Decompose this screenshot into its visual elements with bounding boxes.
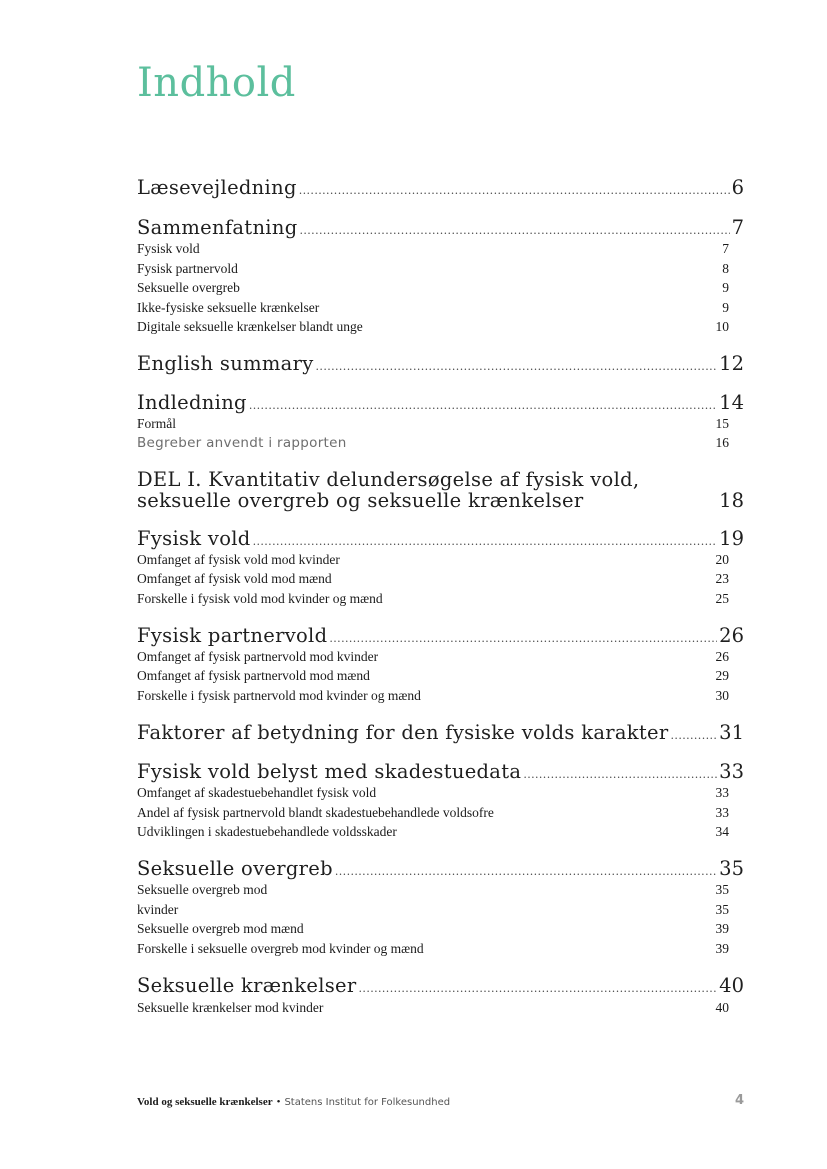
toc-subentry[interactable] <box>137 941 729 957</box>
toc-entry-page: 14 <box>719 391 744 414</box>
toc-subentry[interactable] <box>137 300 729 316</box>
toc-subentry-label: Fysisk vold <box>137 241 200 256</box>
toc-entry-fysisk-partnervold[interactable] <box>137 624 744 647</box>
toc-subentry-page: 29 <box>715 668 729 683</box>
toc-entry-label: Sammenfatning <box>137 216 298 239</box>
toc-subentry-label: Udviklingen i skadestuebehandlede voldsskader <box>137 824 397 839</box>
toc-subentry-label: Seksuelle overgreb mod <box>137 882 268 897</box>
toc-subentry-page: 33 <box>715 805 729 820</box>
toc-leader-dots <box>329 632 717 645</box>
toc-entry-page: 35 <box>719 857 744 880</box>
toc-subentry[interactable] <box>137 280 729 296</box>
toc-leader-dots <box>299 184 730 197</box>
toc-subentry-page: 15 <box>715 416 729 431</box>
page-footer <box>137 1096 450 1108</box>
toc-entry-faktorer[interactable] <box>137 721 744 744</box>
toc-entry-label: Indledning <box>137 391 247 414</box>
toc-entry-label: Læsevejledning <box>137 176 297 199</box>
page-title: Indhold <box>137 60 296 106</box>
toc-subentry-label: Omfanget af skadestuebehandlet fysisk vold <box>137 785 377 800</box>
toc-subentry-page: 39 <box>715 941 729 956</box>
toc-subentry-label: Digitale seksuelle krænkelser blandt unge <box>137 319 363 334</box>
toc-subentry[interactable] <box>137 552 729 568</box>
toc-entry-label: Seksuelle overgreb <box>137 857 333 880</box>
toc-subentry[interactable] <box>137 591 729 607</box>
toc-entry-del-1[interactable] <box>137 469 744 511</box>
toc-subentry-label: Andel af fysisk partnervold blandt skadestuebehandlede voldsofre <box>137 805 494 820</box>
toc-subentry[interactable] <box>137 668 729 684</box>
footer-institute: Statens Institut for Folkesundhed <box>284 1097 451 1108</box>
toc-subentry[interactable] <box>137 571 729 587</box>
toc-entry-fysisk-vold[interactable] <box>137 527 744 550</box>
toc-leader-dots <box>299 224 729 237</box>
toc-subentry-label: Ikke-fysiske seksuelle krænkelser <box>137 300 320 315</box>
toc-entry-seksuelle-kraenkelser[interactable] <box>137 974 744 997</box>
toc-subentry[interactable] <box>137 435 729 451</box>
toc-entry-english-summary[interactable] <box>137 352 744 375</box>
toc-subentry[interactable] <box>137 416 729 432</box>
toc-subentry-page: 34 <box>715 824 729 839</box>
toc-leader-dots <box>359 982 718 995</box>
toc-subentry-page: 30 <box>715 688 729 703</box>
toc-subentry-page: 35 <box>715 882 729 897</box>
toc-subentry-page: 39 <box>715 921 729 936</box>
toc-subentry-label: Seksuelle overgreb <box>137 280 240 295</box>
toc-subentry-label: Omfanget af fysisk partnervold mod kvinder <box>137 649 379 664</box>
toc-subentry[interactable] <box>137 882 729 898</box>
toc-subentry-label: Omfanget af fysisk vold mod mænd <box>137 571 332 586</box>
toc-subentry-page: 16 <box>715 435 729 450</box>
toc-subentry[interactable] <box>137 319 729 335</box>
toc-entry-seksuelle-overgreb[interactable] <box>137 857 744 880</box>
toc-subentry[interactable] <box>137 785 729 801</box>
toc-subentry-label: Forskelle i fysisk vold mod kvinder og mænd <box>137 591 383 606</box>
toc-entry-page: 26 <box>719 624 744 647</box>
toc-entry-page: 7 <box>731 216 744 239</box>
toc-entry-indledning[interactable] <box>137 391 744 414</box>
toc-leader-dots <box>249 399 717 412</box>
toc-subentry-page: 23 <box>715 571 729 586</box>
toc-entry-sammenfatning[interactable] <box>137 216 744 239</box>
toc-subentry-label: Formål <box>137 416 176 431</box>
toc-subentry[interactable] <box>137 805 729 821</box>
toc-entry-label: Fysisk vold <box>137 527 251 550</box>
toc-subentry-page: 7 <box>722 241 729 256</box>
toc-subentry-page: 35 <box>715 902 729 917</box>
toc-entry-label-line1: DEL I. Kvantitativ delundersøgelse af fysisk vold, <box>137 468 640 491</box>
toc-leader-dots <box>316 360 718 373</box>
toc-entry-page: 31 <box>719 721 744 744</box>
toc-entry-page: 40 <box>719 974 744 997</box>
toc-subentry[interactable] <box>137 921 729 937</box>
toc-subentry-page: 9 <box>722 280 729 295</box>
toc-subentry-page: 20 <box>715 552 729 567</box>
toc-subentry-page: 33 <box>715 785 729 800</box>
footer-report-title: Vold og seksuelle krænkelser <box>137 1096 273 1108</box>
toc-subentry[interactable] <box>137 241 729 257</box>
toc-subentry[interactable] <box>137 688 729 704</box>
toc-subentry-label: Omfanget af fysisk vold mod kvinder <box>137 552 340 567</box>
footer-separator: • <box>276 1096 281 1108</box>
toc-entry-page: 19 <box>719 527 744 550</box>
toc-subentry-label: Seksuelle krænkelser mod kvinder <box>137 1000 324 1015</box>
toc-subentry[interactable] <box>137 824 729 840</box>
toc-leader-dots <box>523 768 717 781</box>
toc-entry-label: Fysisk vold belyst med skadestuedata <box>137 760 522 783</box>
toc-subentry[interactable] <box>137 1000 729 1016</box>
toc-subentry-page: 8 <box>722 261 729 276</box>
toc-entry-page: 6 <box>731 176 744 199</box>
toc-entry-skadestuedata[interactable] <box>137 760 744 783</box>
toc-subentry-label: Forskelle i seksuelle overgreb mod kvinder og mænd <box>137 941 424 956</box>
toc-leader-dots <box>253 535 718 548</box>
toc-subentry-label: Seksuelle overgreb mod mænd <box>137 921 304 936</box>
toc-leader-dots <box>335 865 717 878</box>
toc-subentry-page: 40 <box>715 1000 729 1015</box>
toc-subentry-page: 26 <box>715 649 729 664</box>
toc-entry-line2 <box>137 490 744 511</box>
toc-subentry-page: 25 <box>715 591 729 606</box>
toc-entry-page: 33 <box>719 760 744 783</box>
toc-entry-label: Fysisk partnervold <box>137 624 328 647</box>
toc-entry-laesevejledning[interactable] <box>137 176 744 199</box>
toc-entry-label: English summary <box>137 352 314 375</box>
toc-entry-label: Seksuelle krænkelser <box>137 974 357 997</box>
toc-entry-label-line2: seksuelle overgreb og seksuelle krænkelser <box>137 489 584 512</box>
toc-entry-label: Faktorer af betydning for den fysiske volds karakter <box>137 721 669 744</box>
toc-subentry-label: Fysisk partnervold <box>137 261 238 276</box>
toc-subentry-label: Forskelle i fysisk partnervold mod kvinder og mænd <box>137 688 421 703</box>
toc-subentry-page: 10 <box>715 319 729 334</box>
toc-leader-dots <box>671 729 718 742</box>
toc-subentry-label: Omfanget af fysisk partnervold mod mænd <box>137 668 370 683</box>
toc-subentry[interactable] <box>137 649 729 665</box>
toc-entry-page: 12 <box>719 352 744 375</box>
page-number: 4 <box>735 1093 745 1108</box>
toc-subentry[interactable] <box>137 902 729 918</box>
toc-entry-page: 18 <box>719 489 744 512</box>
toc-subentry[interactable] <box>137 261 729 277</box>
toc-subentry-label: kvinder <box>137 902 179 917</box>
toc-subentry-label: Begreber anvendt i rapporten <box>137 435 347 451</box>
toc-subentry-page: 9 <box>722 300 729 315</box>
